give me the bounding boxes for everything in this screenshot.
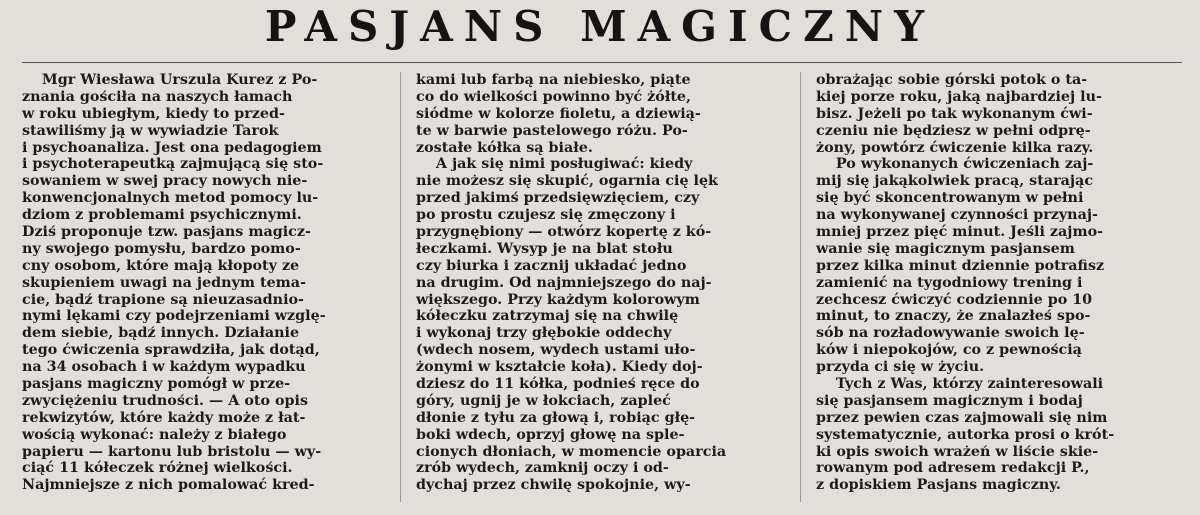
text-line: dziesz do 11 kółka, podnieś ręce do: [416, 376, 700, 393]
text-line: mniej przez pięć minut. Jeśli zajmo-: [816, 224, 1104, 241]
text-line: cionych dłoniach, w momencie oparcia: [416, 443, 727, 460]
text-line: papieru — kartonu lub bristolu — wy-: [22, 443, 322, 460]
text-line: cny osobom, które mają kłopoty ze: [22, 257, 300, 274]
text-line: Najmniejsze z nich pomalować kred-: [22, 477, 315, 494]
text-line: Po wykonanych ćwiczeniach zaj-: [816, 156, 1094, 173]
text-line: ków i niepokojów, co z pewnością: [816, 342, 1082, 359]
text-line: obrażając sobie górski potok o ta-: [816, 72, 1088, 88]
text-line: (wdech nosem, wydech ustami uło-: [416, 342, 696, 359]
text-line: zrób wydech, zamknij oczy i od-: [416, 460, 669, 477]
column-divider: [400, 72, 401, 502]
text-line: zostałe kółka są białe.: [416, 139, 593, 156]
column-divider: [800, 72, 801, 502]
text-line: góry, ugnij je w łokciach, zapleć: [416, 392, 671, 409]
text-line: skupieniem uwagi na jednym tema-: [22, 274, 307, 291]
text-line: i psychoterapeutką zajmującą się sto-: [22, 156, 324, 173]
text-line: w roku ubiegłym, kiedy to przed-: [22, 105, 285, 122]
text-line: i wykonaj trzy głębokie oddechy: [416, 325, 672, 342]
text-line: bisz. Jeżeli po tak wykonanym ćwi-: [816, 105, 1093, 122]
text-line: czeniu nie będziesz w pełni odprę-: [816, 122, 1091, 139]
text-line: minut, to znaczy, że znalazłeś spo-: [816, 308, 1091, 325]
text-line: systematycznie, autorka prosi o krót-: [816, 426, 1115, 443]
text-line: rekwizytów, które każdy może z łat-: [22, 409, 306, 426]
text-line: łeczkami. Wysyp je na blat stołu: [416, 240, 673, 257]
text-line: ki opis swoich wrażeń w liście skie-: [816, 443, 1099, 460]
text-line: sób na rozładowywanie swoich lę-: [816, 325, 1085, 342]
text-line: przez kilka minut dziennie potrafisz: [816, 257, 1105, 274]
text-line: sowaniem w swej pracy nowych nie-: [22, 173, 308, 190]
text-line: cie, bądź trapione są nieuzasadnio-: [22, 291, 304, 308]
text-line: się pasjansem magicznym i bodaj: [816, 392, 1083, 409]
text-line: Tych z Was, którzy zainteresowali: [816, 376, 1104, 393]
text-line: przed jakimś przedsięwzięciem, czy: [416, 190, 700, 207]
text-line: przyda ci się w życiu.: [816, 359, 985, 376]
text-line: stawiliśmy ją w wywiadzie Tarok: [22, 122, 279, 139]
text-line: wanie się magicznym pasjansem: [816, 240, 1075, 257]
text-line: nymi lękami czy podejrzeniami wzglę-: [22, 308, 326, 325]
text-line: przez pewien czas zajmowali się nim: [816, 409, 1108, 426]
text-line: tego ćwiczenia sprawdziła, jak dotąd,: [22, 342, 320, 359]
text-line: nie możesz się skupić, ogarnia cię lęk: [416, 173, 718, 190]
text-line: i psychoanaliza. Jest ona pedagogiem: [22, 139, 322, 156]
text-line: konwencjonalnych metod pomocy lu-: [22, 190, 319, 207]
text-line: boki wdech, oprzyj głowę na sple-: [416, 426, 685, 443]
text-line: zechcesz ćwiczyć codziennie po 10: [816, 291, 1093, 308]
text-line: na 34 osobach i w każdym wypadku: [22, 359, 306, 376]
title-rule: [22, 62, 1182, 63]
text-line: dziom z problemami psychicznymi.: [22, 207, 302, 224]
text-line: rowanym pod adresem redakcji P.,: [816, 460, 1090, 477]
text-line: ciąć 11 kółeczek różnej wielkości.: [22, 460, 293, 477]
text-line: większego. Przy każdym kolorowym: [416, 291, 700, 308]
text-line: co do wielkości powinno być żółte,: [416, 88, 691, 105]
text-line: Dziś proponuje tzw. pasjans magicz-: [22, 224, 311, 241]
text-line: Mgr Wiesława Urszula Kurez z Po-: [22, 72, 318, 88]
column-2: [416, 72, 786, 494]
text-line: dłonie z tyłu za głową i, robiąc głę-: [416, 409, 696, 426]
text-line: na drugim. Od najmniejszego do naj-: [416, 274, 712, 291]
text-line: siódme w kolorze fioletu, a dziewią-: [416, 105, 701, 122]
text-line: zwyciężeniu trudności. — A oto opis: [22, 392, 308, 409]
article-title: PASJANS MAGICZNY: [264, 2, 936, 51]
column-3: [816, 72, 1190, 494]
text-line: mij się jakąkolwiek pracą, starając: [816, 173, 1094, 190]
text-line: żonymi w kształcie koła). Kiedy doj-: [416, 359, 703, 376]
text-line: po prostu czujesz się zmęczony i: [416, 207, 676, 224]
text-line: się być skoncentrowanym w pełni: [816, 190, 1084, 207]
text-line: przygnębiony — otwórz kopertę z kó-: [416, 224, 712, 241]
text-line: znania gościła na naszych łamach: [22, 88, 293, 105]
text-line: ny swojego pomysłu, bardzo pomo-: [22, 240, 301, 257]
text-line: na wykonywanej czynności przynaj-: [816, 207, 1098, 224]
text-line: kółeczku zatrzymaj się na chwilę: [416, 308, 679, 325]
text-line: czy biurka i zacznij układać jedno: [416, 257, 687, 274]
text-line: kami lub farbą na niebiesko, piąte: [416, 72, 691, 88]
text-line: A jak się nimi posługiwać: kiedy: [416, 156, 693, 173]
text-line: dychaj przez chwilę spokojnie, wy-: [416, 477, 691, 494]
text-line: pasjans magiczny pomógł w prze-: [22, 376, 291, 393]
text-line: te w barwie pastelowego różu. Po-: [416, 122, 688, 139]
text-line: wością wykonać: należy z białego: [22, 426, 287, 443]
text-line: z dopiskiem Pasjans magiczny.: [816, 477, 1061, 494]
column-1: [22, 72, 390, 494]
text-line: dem siebie, bądź innych. Działanie: [22, 325, 300, 342]
text-line: kiej porze roku, jaką najbardziej lu-: [816, 88, 1102, 105]
text-line: zamienić na tygodniowy trening i: [816, 274, 1083, 291]
text-line: żony, powtórz ćwiczenie kilka razy.: [816, 139, 1094, 156]
